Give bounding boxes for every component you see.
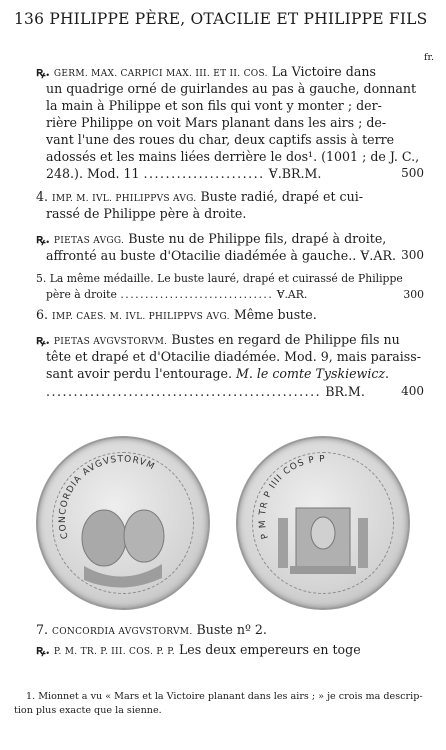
collector-name: M. le comte Tyskiewicz. xyxy=(235,366,390,381)
page-number: 136 xyxy=(14,10,45,28)
reverse-mark: ꝶ. xyxy=(36,332,50,347)
reverse-mark: ꝶ. xyxy=(36,231,50,246)
metal-code: Ɐ.AR. xyxy=(276,288,308,301)
entry-line: rière Philippe on voit Mars planant dans les airs ; de- xyxy=(46,115,387,130)
value-price: 300 xyxy=(401,248,424,262)
entry-text: 248.). Mod. 11 xyxy=(46,166,140,181)
entry-number: 4. xyxy=(36,189,49,204)
coin-obverse-image xyxy=(36,436,210,610)
entry-text: affronté au buste d'Otacilie diadémée à gauche.. xyxy=(46,248,357,263)
entry-line: rassé de Philippe père à droite. xyxy=(46,206,247,221)
coin-reverse-art xyxy=(238,438,408,608)
entry-line: vant l'une des roues du char, deux captifs assis à terre xyxy=(46,132,395,147)
entry-text: Buste radié, drapé et cui- xyxy=(200,189,363,204)
footnote-line: 1. Mionnet a vu « Mars et la Victoire planant dans les airs ; » je crois ma descrip- xyxy=(26,691,423,702)
entry-line: un quadrige orné de guirlandes au pas à gauche, donnant xyxy=(46,81,417,96)
entry-number: 6. xyxy=(36,307,49,322)
metal-code: BR.M. xyxy=(325,384,365,399)
entry-text: Buste nu de Philippe fils, drapé à droite, xyxy=(128,231,387,246)
coin-legend: PIETAS AVGVSTORVM. xyxy=(53,337,168,347)
coin-legend: IMP. CAES. M. IVL. PHILIPPVS AVG. xyxy=(52,312,230,322)
leader-dots: ...................... xyxy=(143,166,265,181)
entry-text: La Victoire dans xyxy=(271,64,376,79)
metal-code: Ɐ.AR. xyxy=(360,248,396,263)
entry-line xyxy=(46,287,307,302)
entry-text: La même médaille. Le buste lauré, drapé et cuirassé de Philippe xyxy=(49,272,403,285)
entry-line xyxy=(36,307,317,325)
entry-text: père à droite xyxy=(46,288,117,301)
coin-legend: GERM. MAX. CARPICI MAX. III. ET II. COS. xyxy=(53,69,268,79)
leader-dots: ............................... xyxy=(120,288,274,301)
entry-line xyxy=(36,64,376,82)
entry-line xyxy=(36,231,386,249)
reverse-mark: ꝶ. xyxy=(36,64,50,79)
coin-reverse-legend: P M TR P IIII COS P P xyxy=(257,454,326,540)
footnote-line: tion plus exacte que la sienne. xyxy=(14,705,162,716)
entry-line xyxy=(36,622,267,640)
entry-text: Même buste. xyxy=(233,307,317,322)
running-header xyxy=(14,10,434,28)
coin-legend: IMP. M. IVL. PHILIPPVS AVG. xyxy=(52,194,197,204)
coin-legend: P. M. TR. P. III. COS. P. P. xyxy=(53,647,175,657)
entry-line xyxy=(36,189,363,207)
entry-line xyxy=(46,248,396,263)
value-price: 400 xyxy=(401,384,424,398)
value-unit-label: fr. xyxy=(423,52,434,63)
entry-line xyxy=(36,271,403,286)
coin-obverse-legend: CONCORDIA AVGVSTORVM xyxy=(57,454,157,540)
entry-text: Buste nº 2. xyxy=(196,622,267,637)
entry-line xyxy=(46,366,389,381)
page-title: PHILIPPE PÈRE, OTACILIE ET PHILIPPE FILS xyxy=(49,10,428,28)
entry-number: 5. xyxy=(36,272,47,285)
entry-text: Bustes en regard de Philippe fils nu xyxy=(171,332,400,347)
value-price: 500 xyxy=(401,166,424,180)
entry-line xyxy=(46,384,365,399)
entry-line: la main à Philippe et son fils qui vont y monter ; der- xyxy=(46,98,382,113)
entry-line xyxy=(46,166,321,181)
reverse-mark: ꝶ. xyxy=(36,642,50,657)
metal-code: Ɐ.BR.M. xyxy=(268,166,322,181)
value-price: 300 xyxy=(403,288,424,301)
coin-legend: PIETAS AVGG. xyxy=(53,236,125,246)
entry-line: adossés et les mains liées derrière le dos¹. (1001 ; de J. C., xyxy=(46,149,420,164)
entry-line: tête et drapé et d'Otacilie diadémée. Mod. 9, mais paraiss- xyxy=(46,349,421,364)
coin-obverse-art xyxy=(38,438,208,608)
entry-line xyxy=(36,642,361,660)
entry-text: Les deux empereurs en toge xyxy=(178,642,361,657)
entry-number: 7. xyxy=(36,622,49,637)
entry-text: sant avoir perdu l'entourage. xyxy=(46,366,232,381)
leader-dots: .................................................. xyxy=(46,384,322,399)
entry-line xyxy=(36,332,400,350)
coin-reverse-image xyxy=(236,436,410,610)
coin-legend: CONCORDIA AVGVSTORVM. xyxy=(52,627,193,637)
